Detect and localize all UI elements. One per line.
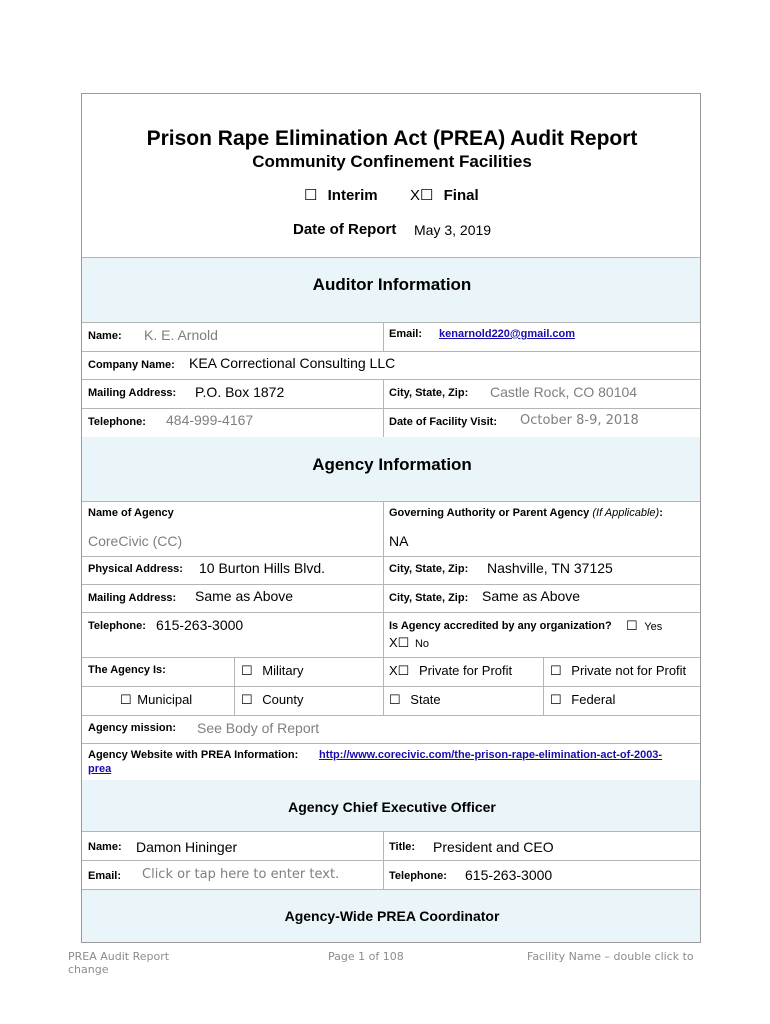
municipal-label: Municipal <box>137 692 193 707</box>
agency-phone-value[interactable]: 615-263-3000 <box>156 617 244 633</box>
state-label: State <box>410 692 441 707</box>
ceo-phone-label: Telephone: <box>389 870 447 882</box>
divider <box>82 257 701 258</box>
final-option[interactable] <box>410 186 479 204</box>
ceo-email-label: Email: <box>88 870 122 882</box>
interim-checkbox[interactable]: ☐ <box>304 187 318 204</box>
physical-address-label: Physical Address: <box>88 563 183 575</box>
divider <box>82 584 701 585</box>
divider <box>82 612 701 613</box>
private-nonprofit-checkbox[interactable]: ☐ <box>550 663 562 678</box>
agency-website-link-cont[interactable]: prea <box>88 763 112 775</box>
ceo-title-label: Title: <box>389 841 416 853</box>
federal-label: Federal <box>571 692 616 707</box>
footer-page-number: Page 1 of 108 <box>328 950 404 963</box>
ceo-name-label: Name: <box>88 841 122 853</box>
agency-type-private-nonprofit[interactable] <box>550 663 686 679</box>
divider <box>82 501 701 502</box>
date-of-report-label: Date of Report <box>293 221 397 238</box>
company-name-value[interactable]: KEA Correctional Consulting LLC <box>189 355 396 371</box>
facility-visit-value[interactable]: October 8-9, 2018 <box>520 413 639 428</box>
private-nonprofit-label: Private not for Profit <box>571 663 687 678</box>
final-checkbox[interactable]: X☐ <box>410 187 434 204</box>
accredited-yes-option[interactable] <box>626 618 662 634</box>
governing-authority-colon: : <box>659 507 663 519</box>
agency-mission-value[interactable]: See Body of Report <box>197 720 320 736</box>
footer-report-name <box>68 950 169 976</box>
final-label: Final <box>443 187 479 204</box>
auditor-email-link[interactable]: kenarnold220@gmail.com <box>439 328 576 340</box>
footer-facility-name[interactable]: Facility Name – double click to <box>527 950 694 963</box>
company-name-label: Company Name: <box>88 359 175 371</box>
auditor-mailing-label: Mailing Address: <box>88 387 177 399</box>
divider <box>82 657 701 658</box>
auditor-city-label: City, State, Zip: <box>389 387 469 399</box>
state-checkbox[interactable]: ☐ <box>389 692 401 707</box>
ceo-name-value[interactable]: Damon Hininger <box>136 839 238 855</box>
report-form <box>81 93 701 943</box>
agency-type-municipal[interactable] <box>120 692 192 708</box>
auditor-city-value[interactable]: Castle Rock, CO 80104 <box>490 384 638 400</box>
agency-type-military[interactable] <box>241 663 303 679</box>
agency-mailing-label: Mailing Address: <box>88 592 177 604</box>
agency-website-link[interactable]: http://www.corecivic.com/the-prison-rape-elimination-act-of-2003- <box>319 749 663 761</box>
agency-type-private-profit[interactable] <box>389 663 512 679</box>
accredited-no-checkbox[interactable]: X☐ <box>389 635 410 650</box>
interim-option[interactable] <box>304 186 378 204</box>
divider <box>543 657 544 715</box>
agency-type-county[interactable] <box>241 692 303 708</box>
divider <box>82 351 701 352</box>
divider <box>383 322 384 351</box>
auditor-name-value[interactable]: K. E. Arnold <box>144 327 218 343</box>
agency-name-label: Name of Agency <box>88 507 174 519</box>
divider <box>82 379 701 380</box>
governing-authority-label <box>389 507 663 519</box>
municipal-checkbox[interactable]: ☐ <box>120 692 132 707</box>
agency-mailing-city-label: City, State, Zip: <box>389 592 469 604</box>
report-subtitle: Community Confinement Facilities <box>252 152 532 171</box>
auditor-phone-value[interactable]: 484-999-4167 <box>166 412 254 428</box>
agency-mailing-city-value[interactable]: Same as Above <box>482 588 581 604</box>
private-profit-checkbox[interactable]: X☐ <box>389 663 410 678</box>
interim-label: Interim <box>327 187 378 204</box>
ceo-email-placeholder[interactable]: Click or tap here to enter text. <box>142 867 340 882</box>
footer-report-name-line1: PREA Audit Report <box>68 950 170 963</box>
agency-name-value[interactable]: CoreCivic (CC) <box>88 533 183 549</box>
physical-city-value[interactable]: Nashville, TN 37125 <box>487 560 613 576</box>
agency-type-federal[interactable] <box>550 692 615 708</box>
agency-mailing-value[interactable]: Same as Above <box>195 588 294 604</box>
divider <box>82 686 701 687</box>
governing-authority-value[interactable]: NA <box>389 533 409 549</box>
agency-section-header: Agency Information <box>312 455 472 474</box>
agency-phone-label: Telephone: <box>88 620 146 632</box>
county-checkbox[interactable]: ☐ <box>241 692 253 707</box>
federal-checkbox[interactable]: ☐ <box>550 692 562 707</box>
ceo-phone-value[interactable]: 615-263-3000 <box>465 867 553 883</box>
agency-type-state[interactable] <box>389 692 441 708</box>
private-profit-label: Private for Profit <box>418 663 513 678</box>
divider <box>82 860 701 861</box>
facility-visit-label: Date of Facility Visit: <box>389 416 497 428</box>
divider <box>383 657 384 715</box>
report-title: Prison Rape Elimination Act (PREA) Audit Report <box>146 127 638 150</box>
auditor-email-label: Email: <box>389 328 423 340</box>
coordinator-section-header: Agency-Wide PREA Coordinator <box>284 908 500 924</box>
divider <box>82 831 701 832</box>
divider <box>82 408 701 409</box>
auditor-section-header: Auditor Information <box>312 275 472 294</box>
physical-address-value[interactable]: 10 Burton Hills Blvd. <box>199 560 326 576</box>
physical-city-label: City, State, Zip: <box>389 563 469 575</box>
divider <box>82 743 701 744</box>
agency-website-label: Agency Website with PREA Information: <box>88 749 299 761</box>
accredited-no-label: No <box>414 638 430 650</box>
agency-type-label: The Agency Is: <box>88 664 166 676</box>
accredited-yes-checkbox[interactable]: ☐ <box>626 618 638 633</box>
divider <box>82 322 701 323</box>
military-checkbox[interactable]: ☐ <box>241 663 253 678</box>
divider <box>82 556 701 557</box>
accredited-question: Is Agency accredited by any organization? <box>389 620 612 632</box>
auditor-phone-label: Telephone: <box>88 416 146 428</box>
governing-authority-text: Governing Authority or Parent Agency <box>389 507 590 519</box>
ceo-title-value[interactable]: President and CEO <box>433 839 554 855</box>
date-of-report-value[interactable]: May 3, 2019 <box>414 222 492 238</box>
county-label: County <box>262 692 304 707</box>
divider <box>82 715 701 716</box>
ceo-section-header: Agency Chief Executive Officer <box>288 799 496 815</box>
accredited-no-option[interactable] <box>389 635 429 651</box>
footer-report-name-line2: change <box>68 963 109 976</box>
agency-mission-label: Agency mission: <box>88 722 177 734</box>
auditor-name-label: Name: <box>88 330 122 342</box>
auditor-mailing-value[interactable]: P.O. Box 1872 <box>195 384 285 400</box>
divider <box>234 657 235 715</box>
military-label: Military <box>262 663 304 678</box>
divider <box>383 501 384 657</box>
governing-authority-note: (If Applicable) <box>592 507 660 519</box>
accredited-yes-label: Yes <box>644 621 663 633</box>
